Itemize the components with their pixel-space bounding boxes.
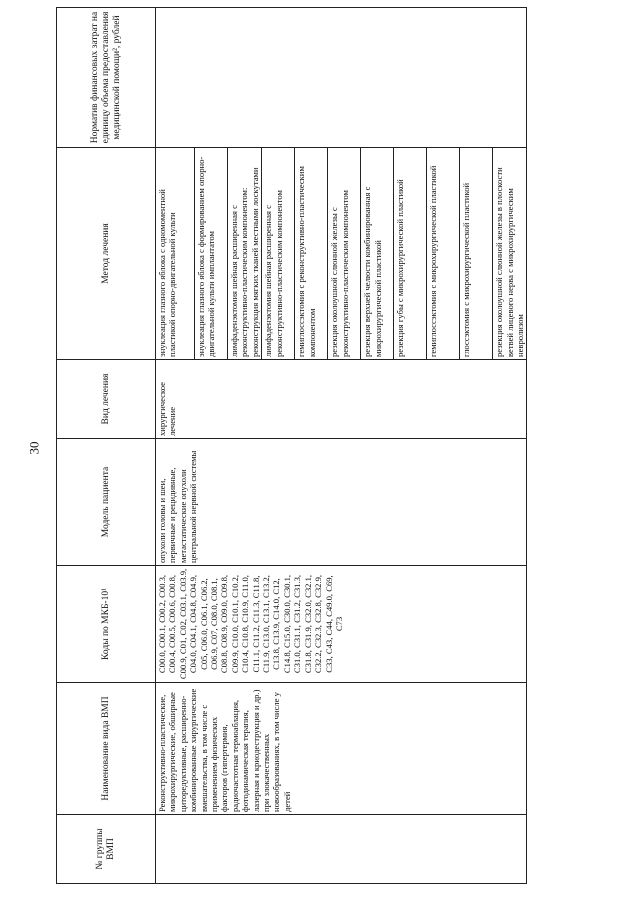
header-icd-codes: Коды по МКБ-10¹ [57,566,156,683]
cell-method: резекция околоушной слюнной железы в плоскости ветвей лицевого нерва с микрохирургическим невролизом [493,148,527,360]
header-treatment-type: Вид лечения [57,360,156,439]
cell-vmp-name: Реконструктивно-пластические, микрохирургические, обширные циторедуктивные, расширенно-комбинированные хирургические вмешательства, в том числе с применением физических факторов (гипертермия, радиочастотная термоаблация, фотодинамическая терапия, лазерная и криодеструкция и др.) при злокачественных новообразованиях, в том числе у детей [156,683,527,815]
cell-method: лимфаденэктомия шейная расширенная с реконструктивно-пластическим компонентом: реконструкция мягких тканей местными лоскутами [228,148,262,360]
header-vmp-name: Наименование вида ВМП [57,683,156,815]
cell-method: резекция губы с микрохирургической пластикой [394,148,427,360]
cell-method: гемиглоссэктомия с реконструктивно-пластическим компонентом [295,148,328,360]
rotated-table-container [56,8,612,884]
cell-group-number [156,815,527,884]
cell-cost [156,8,527,148]
page-number: 30 [26,441,42,455]
cell-method: гемиглоссэктомия с микрохирургической пластикой [427,148,460,360]
cell-icd-codes: C00.0, C00.1, C00.2, C00.3, C00.4, C00.5, C00.6, C00.8, C00.9, C01, C02, C03.1, C03.9, C04.0, C04.1, C04.8, C04.9, C05, C06.0, C06.1, C06.2, C06.9, C07, C08.0, C08.1, C08.8, C08.9, C09.0, C09.8, C09.9, C10.0, C10.1, C10.2, C10.4, C10.8, C10.9, C11.0, C11.1, C11.2, C11.3, C11.8, C11.9, C13.0, C13.1, C13.2, C13.8, C13.9, C14.0, C12, C14.8, C15.0, C30.0, C30.1, C31.0, C31.1, C31.2, C31.3, C31.8, C31.9, C32.0, C32.1, C32.2, C32.3, C32.8, C32.9, C33, C43, C44, C49.0, C69, C73 [156,566,527,683]
cell-method: энуклеация глазного яблока с одномоментной пластикой опорно-двигательной культи [156,148,195,360]
cell-method: лимфаденэктомия шейная расширенная с реконструктивно-пластическим компонентом [262,148,295,360]
cell-method: глоссэктомия с микрохирургической пластикой [460,148,493,360]
header-patient-model: Модель пациента [57,439,156,566]
cell-method: резекция околоушной слюнной железы с реконструктивно-пластическим компонентом [328,148,361,360]
cell-patient-model: опухоли головы и шеи, первичные и рецидивные, метастатические опухоли центральной нервной системы [156,439,527,566]
cell-method: энуклеация глазного яблока с формированием опорно-двигательной культи имплантатом [195,148,228,360]
vmp-table [56,7,527,884]
table-row [156,8,195,884]
header-group-number: № группы ВМП [57,815,156,884]
cell-treatment-type: хирургическое лечение [156,360,527,439]
cell-method: резекция верхней челюсти комбинированная с микрохирургической пластикой [361,148,394,360]
header-cost-norm: Норматив финансовых затрат на единицу объема предоставления медицинской помощи², рублей [57,8,156,148]
header-treatment-method: Метод лечения [57,148,156,360]
table-header-row [57,8,156,884]
